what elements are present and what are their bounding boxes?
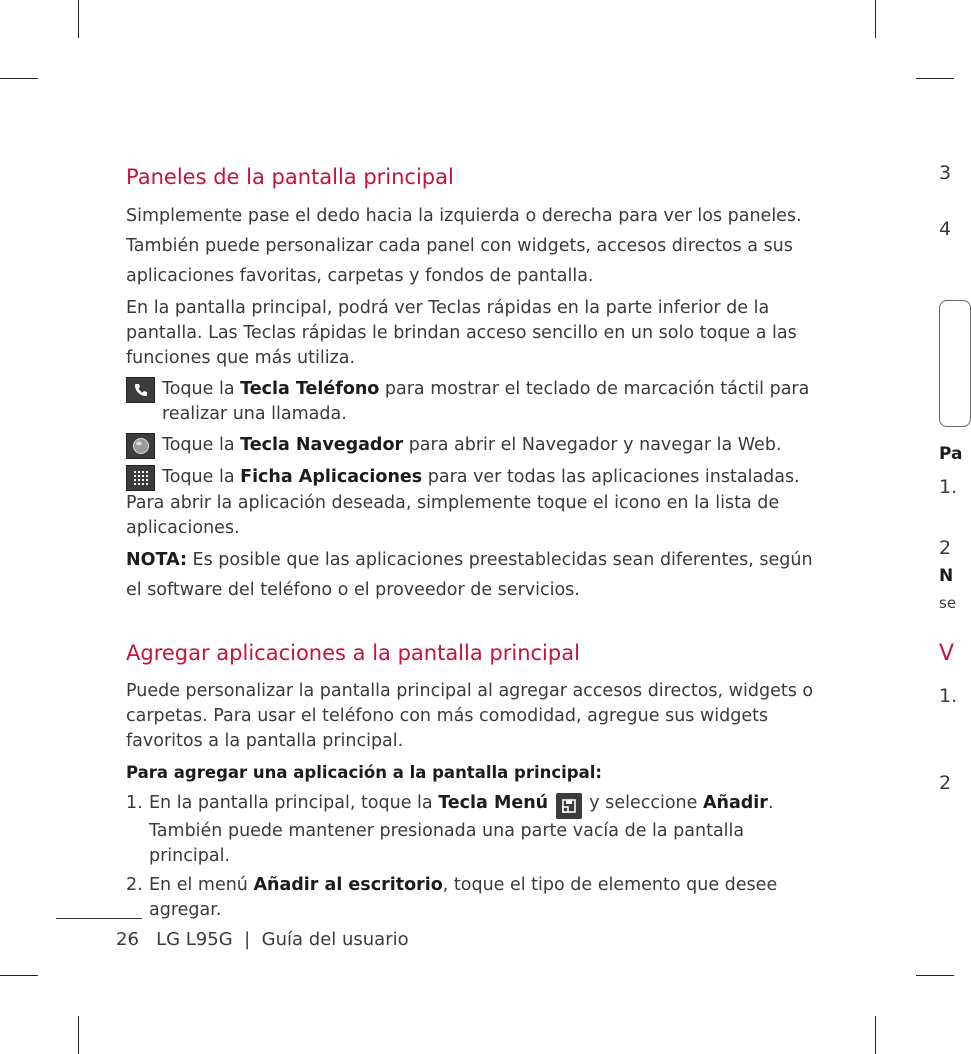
apps-key-desc: para ver todas las aplicaciones instaladas. xyxy=(422,467,800,487)
page-content xyxy=(126,163,826,923)
step-number: 1. xyxy=(126,793,143,813)
phone-key-name: Tecla Teléfono xyxy=(240,379,380,399)
step-text: , toque el tipo de elemento que desee agregar. xyxy=(149,875,778,920)
apps-key-pre: Toque la xyxy=(162,467,241,487)
crop-mark xyxy=(78,0,79,38)
add-option-name: Añadir xyxy=(702,793,768,813)
browser-key-row xyxy=(126,433,826,459)
edge-fragment: 1. xyxy=(939,685,958,707)
note-text: Es posible que las aplicaciones preestablecidas sean diferentes, según el software del teléfono o el proveedor de servicios. xyxy=(126,550,813,600)
phone-icon xyxy=(126,377,155,403)
step-text: En la pantalla principal, toque la xyxy=(149,793,439,813)
panels-intro-paragraph: Simplemente pase el dedo hacia la izquierda o derecha para ver los paneles. También puede personalizar cada panel con widgets, accesos directos a sus aplicaciones favoritas, carpetas y fondos de pantalla. xyxy=(126,206,802,286)
step-text: . También puede mantener presionada una parte vacía de la pantalla principal. xyxy=(149,793,774,866)
edge-fragment: 1. xyxy=(939,476,958,498)
crop-mark xyxy=(0,78,38,79)
note-paragraph xyxy=(126,545,826,605)
crop-mark xyxy=(0,975,38,976)
guide-title: Guía del usuario xyxy=(261,929,409,950)
browser-globe-icon xyxy=(126,433,155,459)
menu-key-icon xyxy=(556,793,582,819)
add-apps-steps xyxy=(126,791,826,923)
add-to-home-menu-name: Añadir al escritorio xyxy=(253,875,443,895)
browser-key-desc: para abrir el Navegador y navegar la Web. xyxy=(403,435,782,455)
edge-fragment: N xyxy=(939,566,954,586)
phone-key-pre: Toque la xyxy=(162,379,241,399)
list-item xyxy=(126,791,826,869)
note-label: NOTA: xyxy=(126,550,187,570)
apps-grid-icon xyxy=(126,465,155,491)
apps-key-row xyxy=(126,465,826,491)
add-apps-subhead xyxy=(126,760,826,785)
crop-mark xyxy=(875,0,876,38)
step-text: En el menú xyxy=(149,875,254,895)
section-title-add-apps: Agregar aplicaciones a la pantalla principal xyxy=(126,641,580,665)
next-page-edge xyxy=(939,0,963,1054)
crop-mark xyxy=(78,1016,79,1054)
phone-key-desc: para mostrar el teclado de marcación táctil para realizar una llamada. xyxy=(162,379,810,424)
phone-key-row xyxy=(126,377,826,427)
edge-fragment: 2 xyxy=(939,537,952,559)
section-title-panels: Paneles de la pantalla principal xyxy=(126,165,454,189)
edge-fragment: Pa xyxy=(939,444,963,464)
add-apps-subhead-text: Para agregar una aplicación a la pantalla principal: xyxy=(126,763,603,782)
footer-separator: | xyxy=(244,929,251,950)
add-apps-intro-paragraph: Puede personalizar la pantalla principal al agregar accesos directos, widgets o carpetas. Para usar el teléfono con más comodidad, agregue sus widgets favoritos a la pantalla principal. xyxy=(126,681,814,751)
page-number: 26 xyxy=(116,929,139,950)
browser-key-name: Tecla Navegador xyxy=(240,435,404,455)
edge-fragment: 2 xyxy=(939,772,952,794)
quick-keys-paragraph: En la pantalla principal, podrá ver Teclas rápidas en la parte inferior de la pantalla. Las Teclas rápidas le brindan acceso sencillo en un solo toque a las funciones que más utiliza. xyxy=(126,298,797,368)
edge-box xyxy=(939,300,971,427)
crop-mark xyxy=(875,1016,876,1054)
footer-rule xyxy=(56,918,142,919)
menu-key-name: Tecla Menú xyxy=(438,793,549,813)
edge-fragment: 3 xyxy=(939,162,952,184)
page-footer xyxy=(116,929,409,950)
edge-fragment: se xyxy=(939,594,957,612)
step-text: y seleccione xyxy=(583,793,703,813)
browser-key-pre: Toque la xyxy=(162,435,241,455)
apps-key-name: Ficha Aplicaciones xyxy=(240,467,423,487)
open-app-paragraph: Para abrir la aplicación deseada, simplemente toque el icono en la lista de aplicaciones. xyxy=(126,493,780,538)
model-name: LG L95G xyxy=(156,929,233,950)
list-item xyxy=(126,873,826,923)
edge-fragment: V xyxy=(939,641,955,666)
step-number: 2. xyxy=(126,875,143,895)
edge-fragment: 4 xyxy=(939,218,952,240)
